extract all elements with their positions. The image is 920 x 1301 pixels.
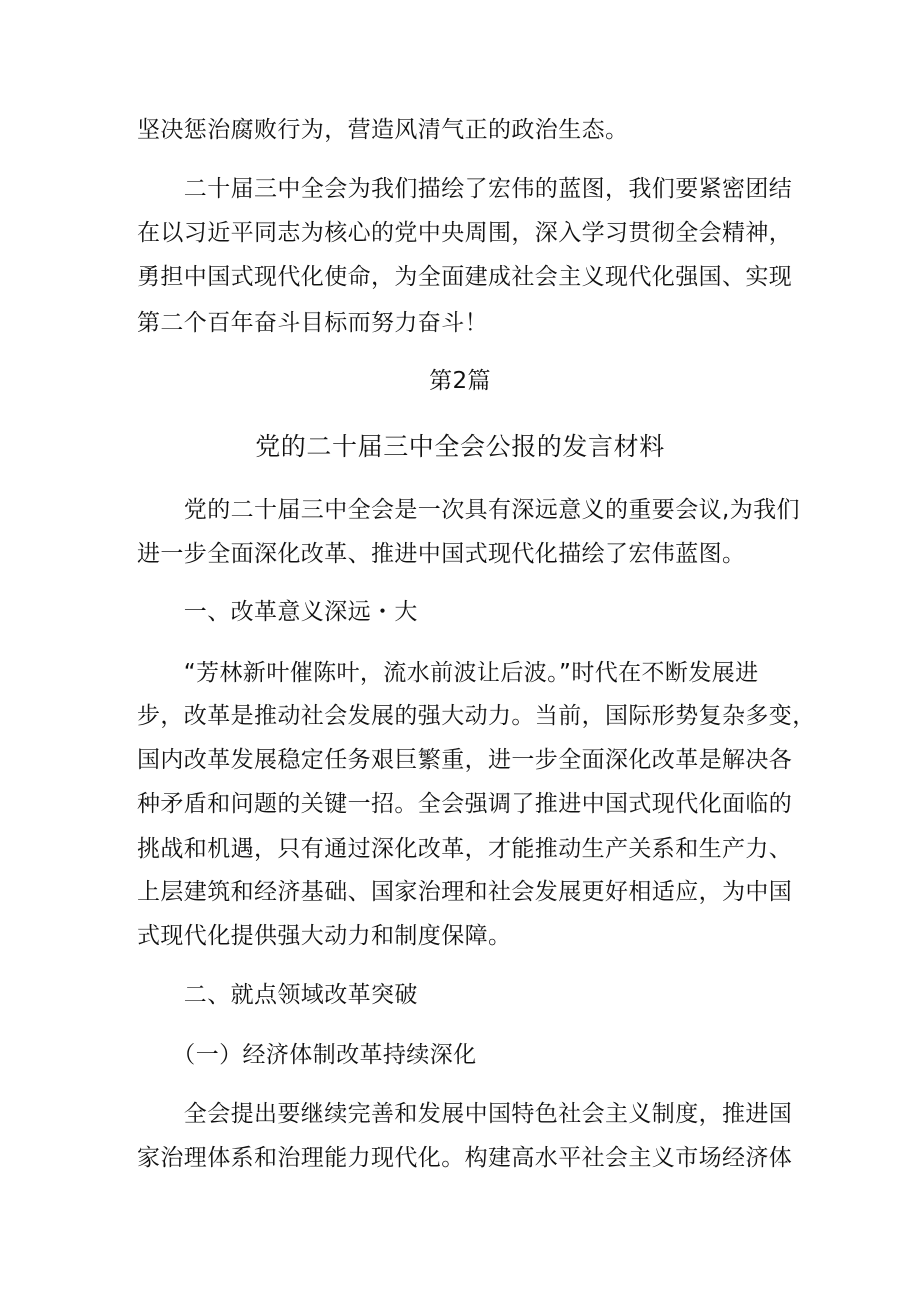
paragraph-line: 国内改革发展稳定任务艰巨繁重，进一步全面深化改革是解决各 [137, 747, 793, 773]
heading-line: 二、就点领域改革突破 [137, 982, 418, 1008]
section-number: 第2篇 [429, 368, 491, 394]
paragraph-line: 勇担中国式现代化使命，为全面建成社会主义现代化强国、实现 [137, 264, 793, 290]
paragraph-line: 步，改革是推动社会发展的强大动力。当前，国际形势复杂多变， [137, 703, 816, 729]
paragraph-line: 第二个百年奋斗目标而努力奋斗！ [137, 310, 488, 336]
paragraph-line: 上层建筑和经济基础、国家治理和社会发展更好相适应，为中国 [137, 879, 793, 905]
paragraph-line: 进一步全面深化改革、推进中国式现代化描绘了宏伟蓝图。 [137, 541, 746, 567]
paragraph-line: 家治理体系和治理能力现代化。构建高水平社会主义市场经济体 [137, 1145, 793, 1171]
paragraph-line: 种矛盾和问题的关键一招。全会强调了推进中国式现代化面临的 [137, 791, 793, 817]
paragraph-line: 坚决惩治腐败行为，营造风清气正的政治生态。 [137, 117, 629, 143]
heading-line: 一、改革意义深远・大 [137, 599, 418, 625]
paragraph-line: 二十届三中全会为我们描绘了宏伟的蓝图，我们要紧密团结 [137, 176, 793, 202]
paragraph-line: 全会提出要继续完善和发展中国特色社会主义制度，推进国 [137, 1101, 793, 1127]
subheading-line: （一）经济体制改革持续深化 [137, 1042, 477, 1068]
paragraph-line: 在以习近平同志为核心的党中央周围，深入学习贯彻全会精神， [137, 220, 793, 246]
paragraph-line: 挑战和机遇，只有通过深化改革，才能推动生产关系和生产力、 [137, 836, 793, 862]
paragraph-line: “芳林新叶催陈叶，流水前波让后波。”时代在不断发展进 [137, 660, 759, 686]
section-title: 党的二十届三中全会公报的发言材料 [255, 432, 665, 461]
paragraph-line: 式现代化提供强大动力和制度保障。 [137, 923, 512, 949]
paragraph-line: 党的二十届三中全会是一次具有深远意义的重要会议,为我们 [137, 497, 800, 523]
